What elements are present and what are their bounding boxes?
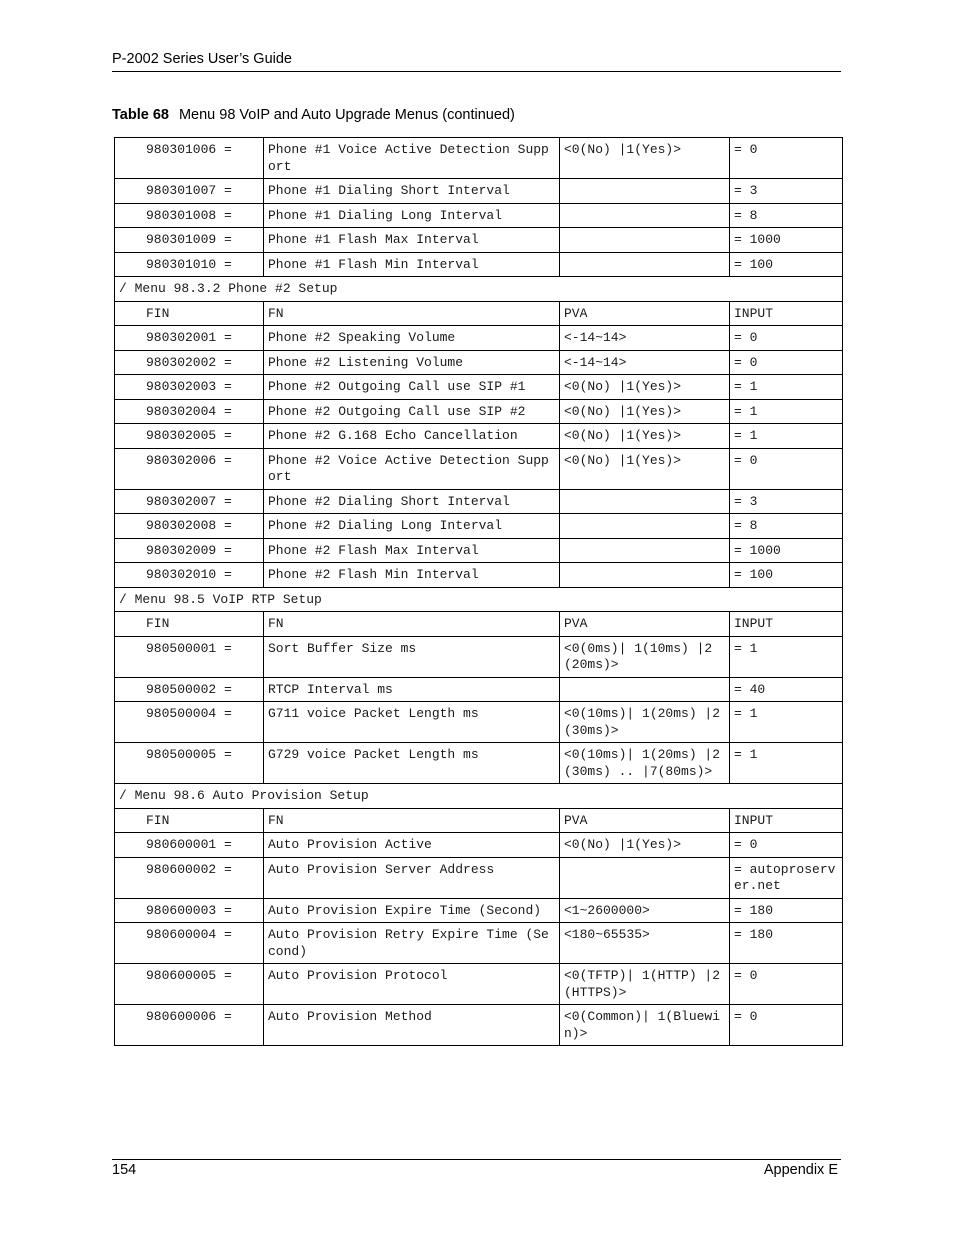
- fn-cell: Auto Provision Expire Time (Second): [264, 898, 560, 923]
- pva-cell: [560, 252, 730, 277]
- input-cell: = autoproserver.net: [730, 857, 843, 898]
- table-row: [115, 375, 843, 400]
- fin-cell: 980301006 =: [115, 138, 264, 179]
- fin-cell: 980301009 =: [115, 228, 264, 253]
- fn-cell: Phone #2 Dialing Short Interval: [264, 489, 560, 514]
- section-title: / Menu 98.6 Auto Provision Setup: [115, 784, 843, 809]
- input-cell: = 1000: [730, 228, 843, 253]
- pva-cell: <0(No) |1(Yes)>: [560, 399, 730, 424]
- table-row: [115, 350, 843, 375]
- fn-cell: Phone #1 Voice Active Detection Support: [264, 138, 560, 179]
- section-header-row: [115, 784, 843, 809]
- fin-cell: 980600004 =: [115, 923, 264, 964]
- pva-cell: <0(TFTP)| 1(HTTP) |2(HTTPS)>: [560, 964, 730, 1005]
- table-row: [115, 424, 843, 449]
- fn-cell: Phone #2 Voice Active Detection Support: [264, 448, 560, 489]
- pva-cell: PVA: [560, 808, 730, 833]
- input-cell: = 0: [730, 1005, 843, 1046]
- fn-cell: Auto Provision Server Address: [264, 857, 560, 898]
- input-cell: = 8: [730, 514, 843, 539]
- fn-cell: FN: [264, 808, 560, 833]
- fin-cell: 980302003 =: [115, 375, 264, 400]
- table-row: [115, 964, 843, 1005]
- fin-cell: 980302002 =: [115, 350, 264, 375]
- fn-cell: Phone #2 Outgoing Call use SIP #2: [264, 399, 560, 424]
- fin-cell: 980600002 =: [115, 857, 264, 898]
- pva-cell: [560, 563, 730, 588]
- table-row: [115, 677, 843, 702]
- input-cell: = 1: [730, 375, 843, 400]
- fn-cell: Phone #1 Flash Min Interval: [264, 252, 560, 277]
- table-row: [115, 1005, 843, 1046]
- input-cell: = 40: [730, 677, 843, 702]
- fin-cell: 980302004 =: [115, 399, 264, 424]
- table-row: [115, 857, 843, 898]
- pva-cell: [560, 538, 730, 563]
- table-caption: [112, 107, 515, 123]
- fn-cell: Phone #2 Speaking Volume: [264, 326, 560, 351]
- fin-cell: 980500004 =: [115, 702, 264, 743]
- section-title: / Menu 98.3.2 Phone #2 Setup: [115, 277, 843, 302]
- pva-cell: [560, 677, 730, 702]
- fn-cell: FN: [264, 612, 560, 637]
- menu-table-body: [115, 138, 843, 1046]
- fn-cell: FN: [264, 301, 560, 326]
- pva-cell: PVA: [560, 301, 730, 326]
- pva-cell: [560, 228, 730, 253]
- pva-cell: <0(No) |1(Yes)>: [560, 424, 730, 449]
- input-cell: = 0: [730, 448, 843, 489]
- table-row: [115, 898, 843, 923]
- table-row: [115, 538, 843, 563]
- fn-cell: Phone #2 G.168 Echo Cancellation: [264, 424, 560, 449]
- fin-cell: 980301008 =: [115, 203, 264, 228]
- fin-cell: 980600006 =: [115, 1005, 264, 1046]
- pva-cell: <0(No) |1(Yes)>: [560, 375, 730, 400]
- page-number: 154: [112, 1162, 137, 1178]
- input-cell: = 1000: [730, 538, 843, 563]
- input-cell: = 0: [730, 833, 843, 858]
- table-row: [115, 203, 843, 228]
- pva-cell: <0(No) |1(Yes)>: [560, 833, 730, 858]
- fn-cell: Phone #2 Listening Volume: [264, 350, 560, 375]
- pva-cell: <0(10ms)| 1(20ms) |2(30ms)>: [560, 702, 730, 743]
- pva-cell: [560, 857, 730, 898]
- input-cell: INPUT: [730, 808, 843, 833]
- fn-cell: Phone #2 Flash Max Interval: [264, 538, 560, 563]
- input-cell: = 0: [730, 350, 843, 375]
- fn-cell: Phone #1 Flash Max Interval: [264, 228, 560, 253]
- fn-cell: Phone #2 Dialing Long Interval: [264, 514, 560, 539]
- pva-cell: <0(No) |1(Yes)>: [560, 448, 730, 489]
- fn-cell: G729 voice Packet Length ms: [264, 743, 560, 784]
- fin-cell: FIN: [115, 612, 264, 637]
- input-cell: = 0: [730, 326, 843, 351]
- pva-cell: [560, 203, 730, 228]
- fn-cell: Phone #2 Outgoing Call use SIP #1: [264, 375, 560, 400]
- pva-cell: <0(10ms)| 1(20ms) |2(30ms) .. |7(80ms)>: [560, 743, 730, 784]
- fn-cell: RTCP Interval ms: [264, 677, 560, 702]
- input-cell: = 100: [730, 252, 843, 277]
- input-cell: INPUT: [730, 612, 843, 637]
- input-cell: = 1: [730, 399, 843, 424]
- fin-cell: 980600005 =: [115, 964, 264, 1005]
- fin-cell: 980302001 =: [115, 326, 264, 351]
- fin-cell: 980302006 =: [115, 448, 264, 489]
- fin-cell: 980302009 =: [115, 538, 264, 563]
- table-row: [115, 563, 843, 588]
- fin-cell: 980302005 =: [115, 424, 264, 449]
- input-cell: INPUT: [730, 301, 843, 326]
- table-caption-text: Menu 98 VoIP and Auto Upgrade Menus (continued): [178, 107, 515, 123]
- fn-cell: Phone #1 Dialing Long Interval: [264, 203, 560, 228]
- input-cell: = 3: [730, 179, 843, 204]
- fin-cell: 980301010 =: [115, 252, 264, 277]
- input-cell: = 1: [730, 743, 843, 784]
- input-cell: = 180: [730, 923, 843, 964]
- pva-cell: <1~2600000>: [560, 898, 730, 923]
- table-caption-label: Table 68: [112, 107, 169, 123]
- pva-cell: <0(0ms)| 1(10ms) |2(20ms)>: [560, 636, 730, 677]
- fn-cell: Auto Provision Retry Expire Time (Second): [264, 923, 560, 964]
- running-header-title: P-2002 Series User’s Guide: [112, 51, 292, 67]
- section-header-row: [115, 587, 843, 612]
- fin-cell: FIN: [115, 808, 264, 833]
- column-header-row: [115, 808, 843, 833]
- fn-cell: Sort Buffer Size ms: [264, 636, 560, 677]
- fn-cell: Phone #1 Dialing Short Interval: [264, 179, 560, 204]
- table-row: [115, 743, 843, 784]
- fn-cell: Auto Provision Protocol: [264, 964, 560, 1005]
- fn-cell: G711 voice Packet Length ms: [264, 702, 560, 743]
- table-row: [115, 489, 843, 514]
- fin-cell: 980500002 =: [115, 677, 264, 702]
- table-row: [115, 514, 843, 539]
- fin-cell: 980500005 =: [115, 743, 264, 784]
- menu-98-table: [114, 137, 843, 1046]
- fin-cell: 980302010 =: [115, 563, 264, 588]
- pva-cell: [560, 489, 730, 514]
- pva-cell: <180~65535>: [560, 923, 730, 964]
- table-row: [115, 923, 843, 964]
- fin-cell: 980302007 =: [115, 489, 264, 514]
- input-cell: = 8: [730, 203, 843, 228]
- table-row: [115, 326, 843, 351]
- fin-cell: FIN: [115, 301, 264, 326]
- fn-cell: Auto Provision Method: [264, 1005, 560, 1046]
- column-header-row: [115, 301, 843, 326]
- fin-cell: 980600001 =: [115, 833, 264, 858]
- table-row: [115, 399, 843, 424]
- input-cell: = 180: [730, 898, 843, 923]
- table-row: [115, 448, 843, 489]
- table-row: [115, 252, 843, 277]
- pva-cell: <0(Common)| 1(Bluewin)>: [560, 1005, 730, 1046]
- pva-cell: <-14~14>: [560, 326, 730, 351]
- input-cell: = 3: [730, 489, 843, 514]
- fn-cell: Phone #2 Flash Min Interval: [264, 563, 560, 588]
- input-cell: = 0: [730, 964, 843, 1005]
- input-cell: = 100: [730, 563, 843, 588]
- table-row: [115, 179, 843, 204]
- footer-section: Appendix E: [763, 1162, 838, 1178]
- pva-cell: <0(No) |1(Yes)>: [560, 138, 730, 179]
- table-row: [115, 228, 843, 253]
- table-row: [115, 702, 843, 743]
- input-cell: = 1: [730, 702, 843, 743]
- fin-cell: 980600003 =: [115, 898, 264, 923]
- column-header-row: [115, 612, 843, 637]
- fn-cell: Auto Provision Active: [264, 833, 560, 858]
- input-cell: = 1: [730, 636, 843, 677]
- table-row: [115, 636, 843, 677]
- input-cell: = 1: [730, 424, 843, 449]
- input-cell: = 0: [730, 138, 843, 179]
- table-row: [115, 138, 843, 179]
- section-header-row: [115, 277, 843, 302]
- fin-cell: 980500001 =: [115, 636, 264, 677]
- pva-cell: <-14~14>: [560, 350, 730, 375]
- pva-cell: PVA: [560, 612, 730, 637]
- table-row: [115, 833, 843, 858]
- pva-cell: [560, 179, 730, 204]
- pva-cell: [560, 514, 730, 539]
- fin-cell: 980302008 =: [115, 514, 264, 539]
- section-title: / Menu 98.5 VoIP RTP Setup: [115, 587, 843, 612]
- header-divider: [112, 71, 841, 72]
- footer-divider: [112, 1159, 841, 1160]
- fin-cell: 980301007 =: [115, 179, 264, 204]
